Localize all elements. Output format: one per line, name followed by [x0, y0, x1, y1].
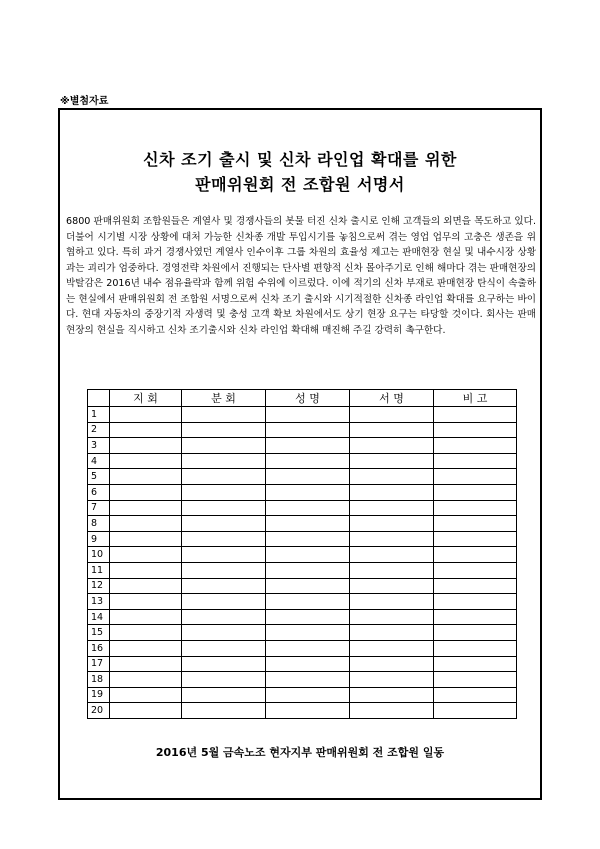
- signature-cell[interactable]: [350, 422, 434, 438]
- sub-branch-cell[interactable]: [182, 469, 266, 485]
- sub-branch-cell[interactable]: [182, 703, 266, 719]
- header-sub-branch: 분 회: [182, 390, 266, 407]
- table-row: [88, 422, 517, 438]
- name-cell[interactable]: [266, 578, 350, 594]
- row-number: 18: [88, 672, 110, 688]
- remarks-cell[interactable]: [434, 516, 517, 532]
- branch-cell[interactable]: [110, 469, 182, 485]
- remarks-cell[interactable]: [434, 484, 517, 500]
- name-cell[interactable]: [266, 656, 350, 672]
- sub-branch-cell[interactable]: [182, 422, 266, 438]
- branch-cell[interactable]: [110, 484, 182, 500]
- sub-branch-cell[interactable]: [182, 407, 266, 423]
- remarks-cell[interactable]: [434, 469, 517, 485]
- table-row: [88, 640, 517, 656]
- signature-cell[interactable]: [350, 625, 434, 641]
- remarks-cell[interactable]: [434, 422, 517, 438]
- table-row: [88, 672, 517, 688]
- row-number: 17: [88, 656, 110, 672]
- signature-cell[interactable]: [350, 578, 434, 594]
- table-row: [88, 609, 517, 625]
- row-number: 12: [88, 578, 110, 594]
- name-cell[interactable]: [266, 453, 350, 469]
- sub-branch-cell[interactable]: [182, 484, 266, 500]
- signature-cell[interactable]: [350, 407, 434, 423]
- sub-branch-cell[interactable]: [182, 438, 266, 454]
- sub-branch-cell[interactable]: [182, 578, 266, 594]
- name-cell[interactable]: [266, 422, 350, 438]
- signature-table: [87, 389, 517, 719]
- signature-cell[interactable]: [350, 469, 434, 485]
- table-row: [88, 500, 517, 516]
- table-row: [88, 484, 517, 500]
- signature-cell[interactable]: [350, 484, 434, 500]
- branch-cell[interactable]: [110, 672, 182, 688]
- signature-cell[interactable]: [350, 703, 434, 719]
- table-row: [88, 625, 517, 641]
- sub-branch-cell[interactable]: [182, 500, 266, 516]
- row-number: 4: [88, 453, 110, 469]
- row-number: 13: [88, 594, 110, 610]
- name-cell[interactable]: [266, 531, 350, 547]
- sub-branch-cell[interactable]: [182, 594, 266, 610]
- branch-cell[interactable]: [110, 656, 182, 672]
- signature-cell[interactable]: [350, 594, 434, 610]
- row-number: 6: [88, 484, 110, 500]
- name-cell[interactable]: [266, 687, 350, 703]
- remarks-cell[interactable]: [434, 547, 517, 563]
- remarks-cell[interactable]: [434, 687, 517, 703]
- name-cell[interactable]: [266, 640, 350, 656]
- sub-branch-cell[interactable]: [182, 625, 266, 641]
- petition-body: [66, 214, 536, 338]
- signature-cell[interactable]: [350, 531, 434, 547]
- row-number: 2: [88, 422, 110, 438]
- signature-cell[interactable]: [350, 672, 434, 688]
- row-number: 10: [88, 547, 110, 563]
- header-signature: 서 명: [350, 390, 434, 407]
- remarks-cell[interactable]: [434, 500, 517, 516]
- title-line-1: 신차 조기 출시 및 신차 라인업 확대를 위한: [143, 150, 457, 169]
- table-row: [88, 438, 517, 454]
- signature-cell[interactable]: [350, 609, 434, 625]
- name-cell[interactable]: [266, 500, 350, 516]
- signature-cell[interactable]: [350, 453, 434, 469]
- petition-footer: 2016년 5월 금속노조 현자지부 판매위원회 전 조합원 일동: [155, 746, 445, 759]
- name-cell[interactable]: [266, 562, 350, 578]
- row-number: 19: [88, 687, 110, 703]
- row-number: 15: [88, 625, 110, 641]
- sub-branch-cell[interactable]: [182, 547, 266, 563]
- table-row: [88, 453, 517, 469]
- row-number: 9: [88, 531, 110, 547]
- remarks-cell[interactable]: [434, 438, 517, 454]
- signature-cell[interactable]: [350, 438, 434, 454]
- signature-cell[interactable]: [350, 516, 434, 532]
- name-cell[interactable]: [266, 594, 350, 610]
- header-name: 성 명: [266, 390, 350, 407]
- sub-branch-cell[interactable]: [182, 516, 266, 532]
- signature-table-body: [88, 407, 517, 719]
- branch-cell[interactable]: [110, 562, 182, 578]
- table-row: [88, 578, 517, 594]
- branch-cell[interactable]: [110, 516, 182, 532]
- branch-cell[interactable]: [110, 578, 182, 594]
- remarks-cell[interactable]: [434, 609, 517, 625]
- remarks-cell[interactable]: [434, 703, 517, 719]
- sub-branch-cell[interactable]: [182, 640, 266, 656]
- remarks-cell[interactable]: [434, 594, 517, 610]
- header-remarks: 비 고: [434, 390, 517, 407]
- name-cell[interactable]: [266, 484, 350, 500]
- sub-branch-cell[interactable]: [182, 531, 266, 547]
- branch-cell[interactable]: [110, 500, 182, 516]
- branch-cell[interactable]: [110, 687, 182, 703]
- row-number: 1: [88, 407, 110, 423]
- table-row: [88, 594, 517, 610]
- signature-table-header: [88, 390, 517, 407]
- sub-branch-cell[interactable]: [182, 453, 266, 469]
- remarks-cell[interactable]: [434, 578, 517, 594]
- name-cell[interactable]: [266, 516, 350, 532]
- table-row: [88, 703, 517, 719]
- branch-cell[interactable]: [110, 547, 182, 563]
- branch-cell[interactable]: [110, 453, 182, 469]
- remarks-cell[interactable]: [434, 407, 517, 423]
- remarks-cell[interactable]: [434, 625, 517, 641]
- signature-cell[interactable]: [350, 687, 434, 703]
- petition-body-text: 6800 판매위원회 조합원들은 계열사 및 경쟁사들의 봇물 터진 신차 출시로 인해 고객들의 외면을 목도하고 있다. 더불어 시기별 시장 상황에 대처 가능한 신차종 개발 투입시기를 놓침으로써 겪는 영업 업무의 고충은 생존을 위협하고 있다. 특히 과거 경쟁사였던 계열사 인수이후 그룹 차원의 효율성 제고는 판매현장 현실 및 내수시장 상황과는 괴리가 엄중하다. 경영전략 차원에서 진행되는 단사별 편향적 신차 몰아주기로 인해 해마다 겪는 판매현장의 박탈감은 2016년 내수 점유율락과 함께 위험 수위에 이르렀다. 이에 적기의 신차 부재로 판매현장 탄식이 속출하는 현실에서 판매위원회 전 조합원 서명으로써 신차 조기 출시와 시기적절한 신차종 라인업 확대를 요구하는 바이다. 현대 자동차의 중장기적 자생력 및 충성 고객 확보 차원에서도 상기 현장 요구는 타당할 것이다. 회사는 판매현장의 현실을 직시하고 신차 조기출시와 신차 라인업 확대해 매진해 주길 강력히 촉구한다.: [66, 216, 536, 336]
- branch-cell[interactable]: [110, 703, 182, 719]
- signature-cell[interactable]: [350, 547, 434, 563]
- row-number: 7: [88, 500, 110, 516]
- table-row: [88, 407, 517, 423]
- signature-cell[interactable]: [350, 656, 434, 672]
- remarks-cell[interactable]: [434, 656, 517, 672]
- signature-cell[interactable]: [350, 562, 434, 578]
- row-number: 11: [88, 562, 110, 578]
- row-number: 8: [88, 516, 110, 532]
- branch-cell[interactable]: [110, 609, 182, 625]
- signature-cell[interactable]: [350, 500, 434, 516]
- remarks-cell[interactable]: [434, 531, 517, 547]
- branch-cell[interactable]: [110, 422, 182, 438]
- sub-branch-cell[interactable]: [182, 656, 266, 672]
- branch-cell[interactable]: [110, 531, 182, 547]
- table-row: [88, 469, 517, 485]
- header-branch: 지 회: [110, 390, 182, 407]
- sub-branch-cell[interactable]: [182, 672, 266, 688]
- table-row: [88, 516, 517, 532]
- row-number: 14: [88, 609, 110, 625]
- table-row: [88, 656, 517, 672]
- row-number: 20: [88, 703, 110, 719]
- name-cell[interactable]: [266, 438, 350, 454]
- row-number: 16: [88, 640, 110, 656]
- table-row: [88, 531, 517, 547]
- name-cell[interactable]: [266, 407, 350, 423]
- table-row: [88, 687, 517, 703]
- title-line-2: 판매위원회 전 조합원 서명서: [195, 175, 405, 194]
- sub-branch-cell[interactable]: [182, 687, 266, 703]
- table-row: [88, 562, 517, 578]
- branch-cell[interactable]: [110, 594, 182, 610]
- remarks-cell[interactable]: [434, 453, 517, 469]
- table-row: [88, 547, 517, 563]
- signature-cell[interactable]: [350, 640, 434, 656]
- branch-cell[interactable]: [110, 438, 182, 454]
- row-number: 5: [88, 469, 110, 485]
- branch-cell[interactable]: [110, 625, 182, 641]
- attachment-note: ※별첨자료: [60, 96, 109, 107]
- remarks-cell[interactable]: [434, 640, 517, 656]
- header-number-cell: [88, 390, 110, 407]
- name-cell[interactable]: [266, 625, 350, 641]
- petition-frame: [58, 108, 542, 800]
- remarks-cell[interactable]: [434, 672, 517, 688]
- sub-branch-cell[interactable]: [182, 562, 266, 578]
- name-cell[interactable]: [266, 547, 350, 563]
- sub-branch-cell[interactable]: [182, 609, 266, 625]
- name-cell[interactable]: [266, 703, 350, 719]
- remarks-cell[interactable]: [434, 562, 517, 578]
- branch-cell[interactable]: [110, 407, 182, 423]
- name-cell[interactable]: [266, 469, 350, 485]
- row-number: 3: [88, 438, 110, 454]
- name-cell[interactable]: [266, 672, 350, 688]
- name-cell[interactable]: [266, 609, 350, 625]
- branch-cell[interactable]: [110, 640, 182, 656]
